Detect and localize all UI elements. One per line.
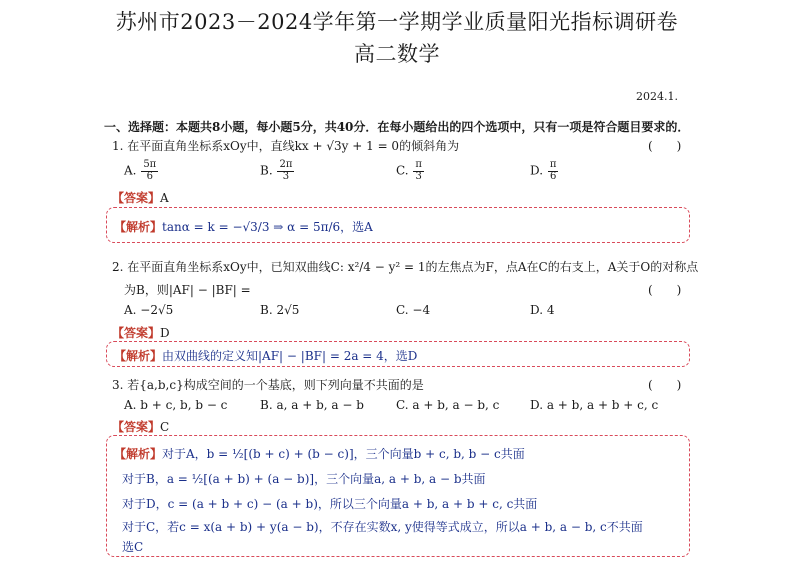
- q3-analysis-line-3: 对于D，c = (a + b + c) − (a + b)，所以三个向量a + b, a + b + c, c共面: [122, 497, 538, 511]
- q1-option-c-frac: $\frac{\pi}{3}$: [415, 159, 422, 182]
- q1-option-a: A. $\frac{5\pi}{6}$: [124, 159, 157, 182]
- q3-analysis-line-1: 【解析】对于A，b = ½[(b + c) + (b − c)]，三个向量b + c, b, b − c共面: [114, 447, 525, 461]
- q1-analysis: 【解析】tanα = k = −√3/3 ⇒ α = 5π/6，选A: [114, 220, 373, 234]
- q3-option-d: D. a + b, a + b + c, c: [530, 398, 659, 412]
- q3-answer: 【答案】C: [112, 420, 170, 434]
- q3-option-b: B. a, a + b, a − b: [260, 398, 364, 412]
- q3-answer-paren: ( ): [648, 378, 682, 392]
- q2-analysis: 【解析】由双曲线的定义知|AF| − |BF| = 2a = 4，选D: [114, 349, 418, 363]
- exam-date: 2024.1.: [636, 90, 678, 103]
- q1-option-a-frac: $\frac{5\pi}{6}$: [143, 159, 157, 182]
- q2-option-a: A. −2√5: [124, 303, 174, 317]
- q3-analysis-line-2: 对于B，a = ½[(a + b) + (a − b)]，三个向量a, a + b, a − b共面: [122, 472, 486, 486]
- exam-title: 苏州市2023－2024学年第一学期学业质量阳光指标调研卷: [115, 10, 679, 34]
- q3-option-c: C. a + b, a − b, c: [396, 398, 500, 412]
- q3-analysis-line-4: 对于C，若c = x(a + b) + y(a − b)，不存在实数x, y使得等式成立，所以a + b, a − b, c不共面: [122, 520, 643, 534]
- q2-option-b: B. 2√5: [260, 303, 300, 317]
- q3-option-a: A. b + c, b, b − c: [124, 398, 228, 412]
- q1-option-d-frac: $\frac{\pi}{6}$: [549, 159, 557, 182]
- q1-option-d: D. $\frac{\pi}{6}$: [530, 159, 557, 182]
- q3-analysis-line-5: 选C: [122, 540, 144, 554]
- q1-option-b: B. $\frac{2\pi}{3}$: [260, 159, 293, 182]
- q3-stem: 3. 若{a,b,c}构成空间的一个基底，则下列向量不共面的是: [112, 378, 424, 392]
- exam-subject: 高二数学: [354, 42, 440, 66]
- q2-answer: 【答案】D: [112, 326, 170, 340]
- q2-option-c: C. −4: [396, 303, 431, 317]
- q1-stem: 1. 在平面直角坐标系xOy中，直线kx + √3y + 1 = 0的倾斜角为: [112, 139, 460, 153]
- section-heading: 一、选择题：本题共8小题，每小题5分，共40分．在每小题给出的四个选项中，只有一项是符合题目要求的．: [104, 120, 690, 134]
- q1-answer-paren: ( ): [648, 139, 682, 153]
- q2-answer-paren: ( ): [648, 283, 682, 297]
- q2-stem-line2: 为B，则|AF| − |BF| =: [124, 283, 251, 297]
- q1-option-b-frac: $\frac{2\pi}{3}$: [279, 159, 293, 182]
- q1-answer: 【答案】A: [112, 191, 169, 205]
- q1-option-c: C. $\frac{\pi}{3}$: [396, 159, 422, 182]
- q2-stem: 2. 在平面直角坐标系xOy中，已知双曲线C: x²/4 − y² = 1的左焦点为F，点A在C的右支上，A关于O的对称点: [112, 260, 699, 274]
- q2-option-d: D. 4: [530, 303, 555, 317]
